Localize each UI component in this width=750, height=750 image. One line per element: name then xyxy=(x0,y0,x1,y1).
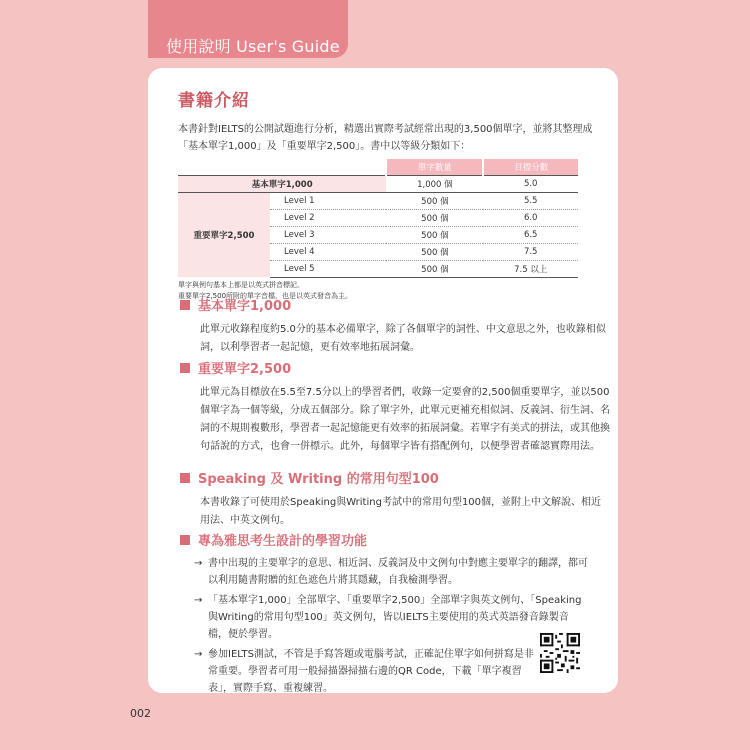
level-name: Level 2 xyxy=(270,210,386,227)
level-score: 5.5 xyxy=(483,193,578,210)
section-features xyxy=(180,530,588,697)
table-row-basic xyxy=(178,176,578,193)
level-name: Level 3 xyxy=(270,227,386,244)
table-header-score: 目標分數 xyxy=(483,159,578,176)
level-count: 500 個 xyxy=(386,193,483,210)
important-label: 重要單字2,500 xyxy=(178,193,270,278)
section-title: 重要單字2,500 xyxy=(198,362,292,377)
note-line: 重要單字2,500所附的單字音檔，也是以英式發音為主。 xyxy=(178,292,353,300)
feature-bullet xyxy=(194,646,588,697)
square-bullet-icon xyxy=(180,300,190,310)
arrow-icon: → xyxy=(194,595,203,606)
level-count: 500 個 xyxy=(386,261,483,278)
level-score: 6.5 xyxy=(483,227,578,244)
level-score: 7.5 xyxy=(483,244,578,261)
level-score: 7.5 以上 xyxy=(483,261,578,278)
square-bullet-icon xyxy=(180,535,190,545)
section-body: 此單元為目標放在5.5至7.5分以上的學習者們，收錄一定要會的2,500個重要單字，並以500個單字為一個等級，分成五個部分。除了單字外，此單元更補充相似詞、反義詞、衍生詞、名詞的不規則複數形，學習者一起記憶能更有效率的拓展詞彙。若單字有美式的拼法，或其他換句話說的方式，也會一併標示。此外，每個單字皆有搭配例句，以便學習者確認實際用法。 xyxy=(200,387,610,452)
level-count: 500 個 xyxy=(386,210,483,227)
feature-bullet xyxy=(194,592,588,643)
level-score: 6.0 xyxy=(483,210,578,227)
basic-label: 基本單字1,000 xyxy=(178,176,386,193)
book-intro-text: 本書針對IELTS的公開試題進行分析，精選出實際考試經常出現的3,500個單字，並將其整理成「基本單字1,000」及「重要單字2,500」。書中以等級分類如下： xyxy=(178,124,593,152)
book-heading: 書籍介紹 xyxy=(178,91,250,111)
section-title: Speaking 及 Writing 的常用句型100 xyxy=(198,472,439,487)
level-count: 500 個 xyxy=(386,227,483,244)
feature-bullet xyxy=(194,555,588,589)
arrow-icon: → xyxy=(194,649,203,660)
bullet-text: 「基本單字1,000」全部單字、「重要單字2,500」全部單字與英文例句、「Speaking與Writing的常用句型100」英文例句，皆以IELTS主要使用的英式英語發音錄製音檔，便於學習。 xyxy=(208,595,582,640)
level-name: Level 5 xyxy=(270,261,386,278)
basic-count: 1,000 個 xyxy=(386,176,483,193)
bullet-text: 參加IELTS測試，不管是手寫答題或電腦考試，正確記住單字如何拼寫是非常重要。學習者可用一般掃描器掃描右邊的QR Code，下載「單字複習表」，實際手寫、重複練習。 xyxy=(208,649,534,694)
table-header-empty xyxy=(178,159,270,176)
square-bullet-icon xyxy=(180,363,190,373)
section-body: 本書收錄了可使用於Speaking與Writing考試中的常用句型100個，並附上中文解說、相近用法、中英文例句。 xyxy=(200,497,602,526)
table-row-level-1 xyxy=(178,193,578,210)
section-body: 此單元收錄程度約5.0分的基本必備單字，除了各個單字的詞性、中文意思之外，也收錄相似詞，以利學習者一起記憶，更有效率地拓展詞彙。 xyxy=(200,324,606,353)
level-name: Level 1 xyxy=(270,193,386,210)
section-phrases xyxy=(180,468,610,530)
level-name: Level 4 xyxy=(270,244,386,261)
level-count: 500 個 xyxy=(386,244,483,261)
square-bullet-icon xyxy=(180,473,190,483)
qr-code-icon[interactable] xyxy=(540,633,580,673)
bullet-text: 書中出現的主要單字的意思、相近詞、反義詞及中文例句中對應主要單字的翻譯，都可以利用隨書附贈的紅色遮色片將其隱藏，自我檢測學習。 xyxy=(208,558,588,586)
section-title: 專為雅思考生設計的學習功能 xyxy=(198,534,368,549)
page-number: 002 xyxy=(130,707,151,720)
basic-score: 5.0 xyxy=(483,176,578,193)
book-intro-section xyxy=(178,86,608,302)
section-title: 基本單字1,000 xyxy=(198,299,292,314)
note-line: 單字與例句基本上都是以英式拼音標記。 xyxy=(178,281,304,289)
table-header-count: 單字數量 xyxy=(386,159,483,176)
table-header-empty-2 xyxy=(270,159,386,176)
level-table xyxy=(178,159,578,278)
section-basic xyxy=(180,295,610,357)
arrow-icon: → xyxy=(194,558,203,569)
section-important xyxy=(180,358,610,456)
page-header-title: 使用說明 User's Guide xyxy=(166,37,340,56)
